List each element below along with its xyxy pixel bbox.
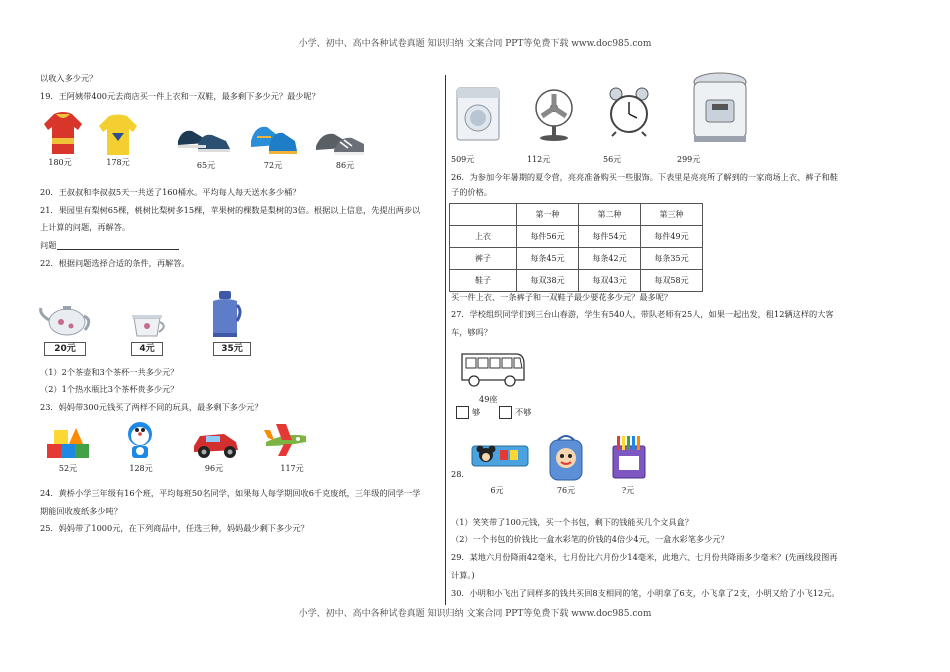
table-cell: 每条45元 [517,248,579,270]
price-hoodie: 180元 [48,158,72,167]
building-blocks-image [45,422,91,460]
continued-text: 以收入多少元？ [40,73,98,83]
washing-machine-image [455,86,501,142]
price-washing-machine: 509元 [451,155,475,164]
price-clock: 56元 [603,155,622,164]
table-cell: 每条35元 [641,248,703,270]
option-enough-label: 够 [472,407,481,417]
price-backpack: 76元 [556,486,576,495]
question-27-line2: 车，够吗？ [451,327,492,337]
table-cell: 每条42元 [579,248,641,270]
table-header-cell [450,204,517,226]
question-24-line2: 期能回收废纸多少吨？ [40,506,122,516]
price-car: 96元 [204,464,224,473]
shoes-dark-image [176,121,232,153]
backpack-image [546,434,586,482]
price-blocks: 52元 [58,464,78,473]
teapot-image [37,300,97,340]
question-23: 23．妈妈带300元钱买了两样不同的玩具，最多剩下多少元？ [40,402,263,412]
question-22-part1: （1）2个茶壶和3个茶杯一共多少元？ [40,367,179,377]
teacup-image [130,310,168,340]
table-cell: 每双43元 [579,270,641,292]
question-22: 22．根据问题选择合适的条件，再解答。 [40,258,190,268]
table-row [450,248,703,270]
price-shoes-blue: 72元 [263,161,283,170]
price-doraemon: 128元 [129,464,153,473]
tag-thermos-price: 35元 [213,342,251,356]
question-19: 19．王阿姨带400元去商店买一件上衣和一双鞋，最多剩下多少元？最少呢？ [40,91,320,101]
price-sneakers: 86元 [335,161,355,170]
table-row [450,226,703,248]
question-28-part1: （1）笑笑带了100元钱，买一个书包，剩下的钱能买几个文具盒？ [451,517,693,527]
price-sweater: 178元 [106,158,130,167]
question-26-ask: 买一件上衣、一条裤子和一双鞋子最少要花多少元？最多呢？ [451,292,673,302]
tag-teapot-price: 20元 [44,342,86,356]
bus-seat-label: 49座 [479,394,498,404]
column-divider [445,75,446,605]
question-21-line2: 上计算的问题，再解答。 [40,222,131,232]
price-watercolor-pens: ?元 [621,486,635,495]
checkbox-enough[interactable] [456,406,469,419]
doraemon-image [123,420,157,460]
question-27-line1: 27．学校组织同学们到三台山春游，学生有540人，带队老师有25人，如果一起出发，租12辆这样的大客 [451,309,834,319]
table-row [450,270,703,292]
sweater-yellow-image [97,113,139,157]
toy-plane-image [262,420,310,458]
price-table [449,203,703,292]
price-cooker: 299元 [677,155,701,164]
price-fan: 112元 [527,155,551,164]
table-header-cell: 第一种 [517,204,579,226]
price-plane: 117元 [280,464,304,473]
price-shoes-dark: 65元 [196,161,216,170]
question-26-line1: 26．为参加今年暑期的夏令营，亮亮准备购买一些服饰。下表里是亮亮所了解到的一家商场上衣、裤子和鞋 [451,172,839,182]
table-cell: 每件54元 [579,226,641,248]
table-cell: 上衣 [450,226,517,248]
table-cell: 每双38元 [517,270,579,292]
question-28-part2: （2）一个书包的价钱比一盒水彩笔的价钱的4倍少4元，一盒水彩笔多少元？ [451,534,729,544]
table-header-row [450,204,703,226]
price-pencil-box: 6元 [490,486,504,495]
electric-fan-image [530,86,578,142]
alarm-clock-image [606,86,652,138]
question-24-line1: 24．黄桥小学三年级有16个班，平均每班50名同学，如果每人每学期回收6千克废纸，三年级的同学一学 [40,488,421,498]
tag-teacup-price: 4元 [131,342,163,356]
table-cell: 每件49元 [641,226,703,248]
table-cell: 裤子 [450,248,517,270]
question-22-part2: （2）1个热水瓶比3个茶杯贵多少元？ [40,384,179,394]
hoodie-red-image [42,110,84,156]
checkbox-not-enough[interactable] [499,406,512,419]
question-20: 20．王叔叔和李叔叔5天一共送了160桶水。平均每人每天送水多少桶？ [40,187,301,197]
answer-line [57,249,179,250]
thermos-image [207,289,243,339]
pencil-box-image [470,442,530,470]
toy-car-image [190,426,242,460]
bus-image [460,348,526,388]
table-cell: 每双58元 [641,270,703,292]
question-30: 30．小明和小飞出了同样多的钱共买回8支相同的笔，小明拿了6支，小飞拿了2支，小明又给了小飞12元。 [451,588,840,598]
question-21-label: 问题 [40,240,57,250]
question-21-line1: 21．果园里有梨树65棵，桃树比梨树多15棵，苹果树的棵数是梨树的3倍。根据以上信息，先提出两步以 [40,205,421,215]
table-header-cell: 第三种 [641,204,703,226]
watercolor-pens-image [611,434,647,480]
pressure-cooker-image [688,70,752,146]
question-29-line1: 29．某地六月份降雨42毫米，七月份比六月份少14毫米，此地六、七月份共降雨多少毫米？(先画线段图再 [451,552,838,562]
option-not-enough-label: 不够 [515,407,532,417]
question-29-line2: 计算。) [451,570,475,580]
page-header: 小学、初中、高中各种试卷真题 知识归纳 文案合同 PPT等免费下载 www.doc985.com [298,39,652,49]
table-cell: 鞋子 [450,270,517,292]
question-26-line2: 子的价格。 [451,187,492,197]
page-footer: 小学、初中、高中各种试卷真题 知识归纳 文案合同 PPT等免费下载 www.doc985.com [298,609,652,619]
question-28-number: 28． [451,469,470,479]
question-25: 25．妈妈带了1000元，在下列商品中，任选三种，妈妈最少剩下多少元？ [40,523,309,533]
sneakers-grey-image [314,128,366,156]
table-cell: 每件56元 [517,226,579,248]
shoes-blue-image [249,117,299,157]
table-header-cell: 第二种 [579,204,641,226]
